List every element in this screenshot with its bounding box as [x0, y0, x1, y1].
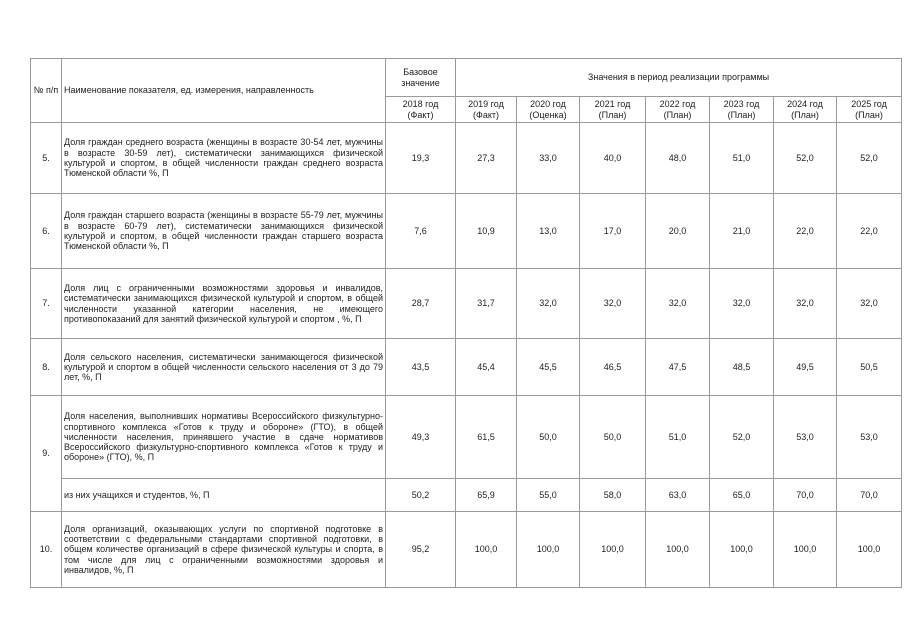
header-number: № п/п [31, 59, 62, 123]
value-cell: 100,0 [837, 512, 902, 588]
value-cell: 43,5 [386, 339, 456, 396]
value-cell: 65,9 [456, 479, 517, 512]
value-cell: 51,0 [710, 123, 774, 194]
value-cell: 55,0 [517, 479, 580, 512]
value-cell: 100,0 [580, 512, 646, 588]
value-cell: 32,0 [774, 269, 837, 339]
value-cell: 17,0 [580, 194, 646, 269]
header-indicator-name: Наименование показателя, ед. измерения, направленность [62, 59, 386, 123]
table-row [31, 123, 902, 194]
value-cell: 48,0 [646, 123, 710, 194]
value-cell: 22,0 [837, 194, 902, 269]
indicator-name: Доля сельского населения, систематически занимающегося физической культурой и спортом в общей численности сельского населения от 3 до 79 лет, %, П [62, 339, 386, 396]
header-year-label: 2024 год [787, 99, 823, 110]
value-cell: 48,5 [710, 339, 774, 396]
value-cell: 31,7 [456, 269, 517, 339]
value-cell: 7,6 [386, 194, 456, 269]
value-cell: 58,0 [580, 479, 646, 512]
value-cell: 10,9 [456, 194, 517, 269]
value-cell: 32,0 [837, 269, 902, 339]
value-cell: 21,0 [710, 194, 774, 269]
row-number: 10. [31, 512, 62, 588]
header-year-kind: (Факт) [472, 109, 499, 120]
header-year-1 [456, 97, 517, 123]
row-number: 5. [31, 123, 62, 194]
value-cell: 65,0 [710, 479, 774, 512]
value-cell: 70,0 [837, 479, 902, 512]
value-cell: 45,5 [517, 339, 580, 396]
indicators-table [30, 58, 902, 588]
row-number: 7. [31, 269, 62, 339]
value-cell: 20,0 [646, 194, 710, 269]
value-cell: 70,0 [774, 479, 837, 512]
row-number: 6. [31, 194, 62, 269]
value-cell: 100,0 [646, 512, 710, 588]
header-year-label: 2018 год [402, 99, 439, 110]
value-cell: 40,0 [580, 123, 646, 194]
table-row [31, 339, 902, 396]
value-cell: 61,5 [456, 396, 517, 479]
value-cell: 46,5 [580, 339, 646, 396]
value-cell: 63,0 [646, 479, 710, 512]
row-number: 8. [31, 339, 62, 396]
table-row [31, 269, 902, 339]
header-year-kind: (Факт) [407, 109, 434, 120]
header-year-label: 2022 год [659, 99, 696, 110]
value-cell: 19,3 [386, 123, 456, 194]
indicator-name: Доля граждан старшего возраста (женщины в возрасте 55-79 лет, мужчины в возрасте 60-79 лет), систематически занимающихся физической культурой и спортом, в общей численности граждан старшего возраста Тюменской области %, П [62, 194, 386, 269]
indicator-name: из них учащихся и студентов, %, П [62, 479, 386, 512]
indicator-name: Доля граждан среднего возраста (женщины в возрасте 30-54 лет, мужчины в возрасте 30-59 лет), систематически занимающихся физической культурой и спортом, в общей численности граждан среднего возраста Тюменской области %, П [62, 123, 386, 194]
header-period: Значения в период реализации программы [456, 59, 902, 97]
value-cell: 22,0 [774, 194, 837, 269]
value-cell: 50,2 [386, 479, 456, 512]
header-year-kind: (План) [855, 109, 883, 120]
header-year-kind: (План) [791, 109, 819, 120]
table-row [31, 396, 902, 479]
value-cell: 53,0 [837, 396, 902, 479]
value-cell: 100,0 [517, 512, 580, 588]
value-cell: 100,0 [774, 512, 837, 588]
value-cell: 52,0 [837, 123, 902, 194]
value-cell: 28,7 [386, 269, 456, 339]
header-year-5 [710, 97, 774, 123]
table-row [31, 479, 902, 512]
value-cell: 52,0 [710, 396, 774, 479]
table-row [31, 512, 902, 588]
value-cell: 27,3 [456, 123, 517, 194]
header-year-label: 2023 год [723, 99, 760, 110]
value-cell: 47,5 [646, 339, 710, 396]
header-year-label: 2021 год [594, 99, 631, 110]
header-year-0 [386, 97, 456, 123]
value-cell: 32,0 [646, 269, 710, 339]
header-year-kind: (План) [598, 109, 627, 120]
value-cell: 33,0 [517, 123, 580, 194]
value-cell: 32,0 [580, 269, 646, 339]
header-year-label: 2020 год [530, 99, 566, 110]
header-year-4 [646, 97, 710, 123]
header-row-1 [31, 59, 902, 97]
header-year-kind: (Оценка) [529, 109, 567, 120]
header-year-3 [580, 97, 646, 123]
value-cell: 100,0 [456, 512, 517, 588]
value-cell: 53,0 [774, 396, 837, 479]
value-cell: 50,0 [517, 396, 580, 479]
table-row [31, 194, 902, 269]
header-year-kind: (План) [663, 109, 692, 120]
indicator-name: Доля населения, выполнивших нормативы Всероссийского физкультурно-спортивного комплекса «Готов к труду и обороне» (ГТО), в общей численности населения, принявшего участие в сдаче нормативов Всероссийского физкультурно-спортивного комплекса «Готов к труду и обороне» (ГТО), %, П [62, 396, 386, 479]
value-cell: 52,0 [774, 123, 837, 194]
header-year-6 [774, 97, 837, 123]
header-year-label: 2019 год [468, 99, 504, 110]
header-year-2 [517, 97, 580, 123]
value-cell: 32,0 [517, 269, 580, 339]
value-cell: 100,0 [710, 512, 774, 588]
value-cell: 50,0 [580, 396, 646, 479]
header-base-value: Базовое значение [386, 59, 456, 97]
value-cell: 95,2 [386, 512, 456, 588]
value-cell: 32,0 [710, 269, 774, 339]
value-cell: 51,0 [646, 396, 710, 479]
value-cell: 50,5 [837, 339, 902, 396]
header-year-7 [837, 97, 902, 123]
indicator-name: Доля организаций, оказывающих услуги по спортивной подготовке в соответствии с федеральными стандартами спортивной подготовки, в общем количестве организаций в сфере физической культуры и спорта, в том числе для лиц с ограниченными возможностями здоровья и инвалидов, %, П [62, 512, 386, 588]
value-cell: 49,5 [774, 339, 837, 396]
row-number: 9. [31, 396, 62, 512]
value-cell: 13,0 [517, 194, 580, 269]
value-cell: 45,4 [456, 339, 517, 396]
header-year-kind: (План) [727, 109, 756, 120]
indicator-name: Доля лиц с ограниченными возможностями здоровья и инвалидов, систематически занимающихся физической культурой и спортом, в общей численности указанной категории населения, не имеющего противопоказаний для занятий физической культурой и спортом , %, П [62, 269, 386, 339]
header-year-label: 2025 год [851, 99, 887, 110]
value-cell: 49,3 [386, 396, 456, 479]
